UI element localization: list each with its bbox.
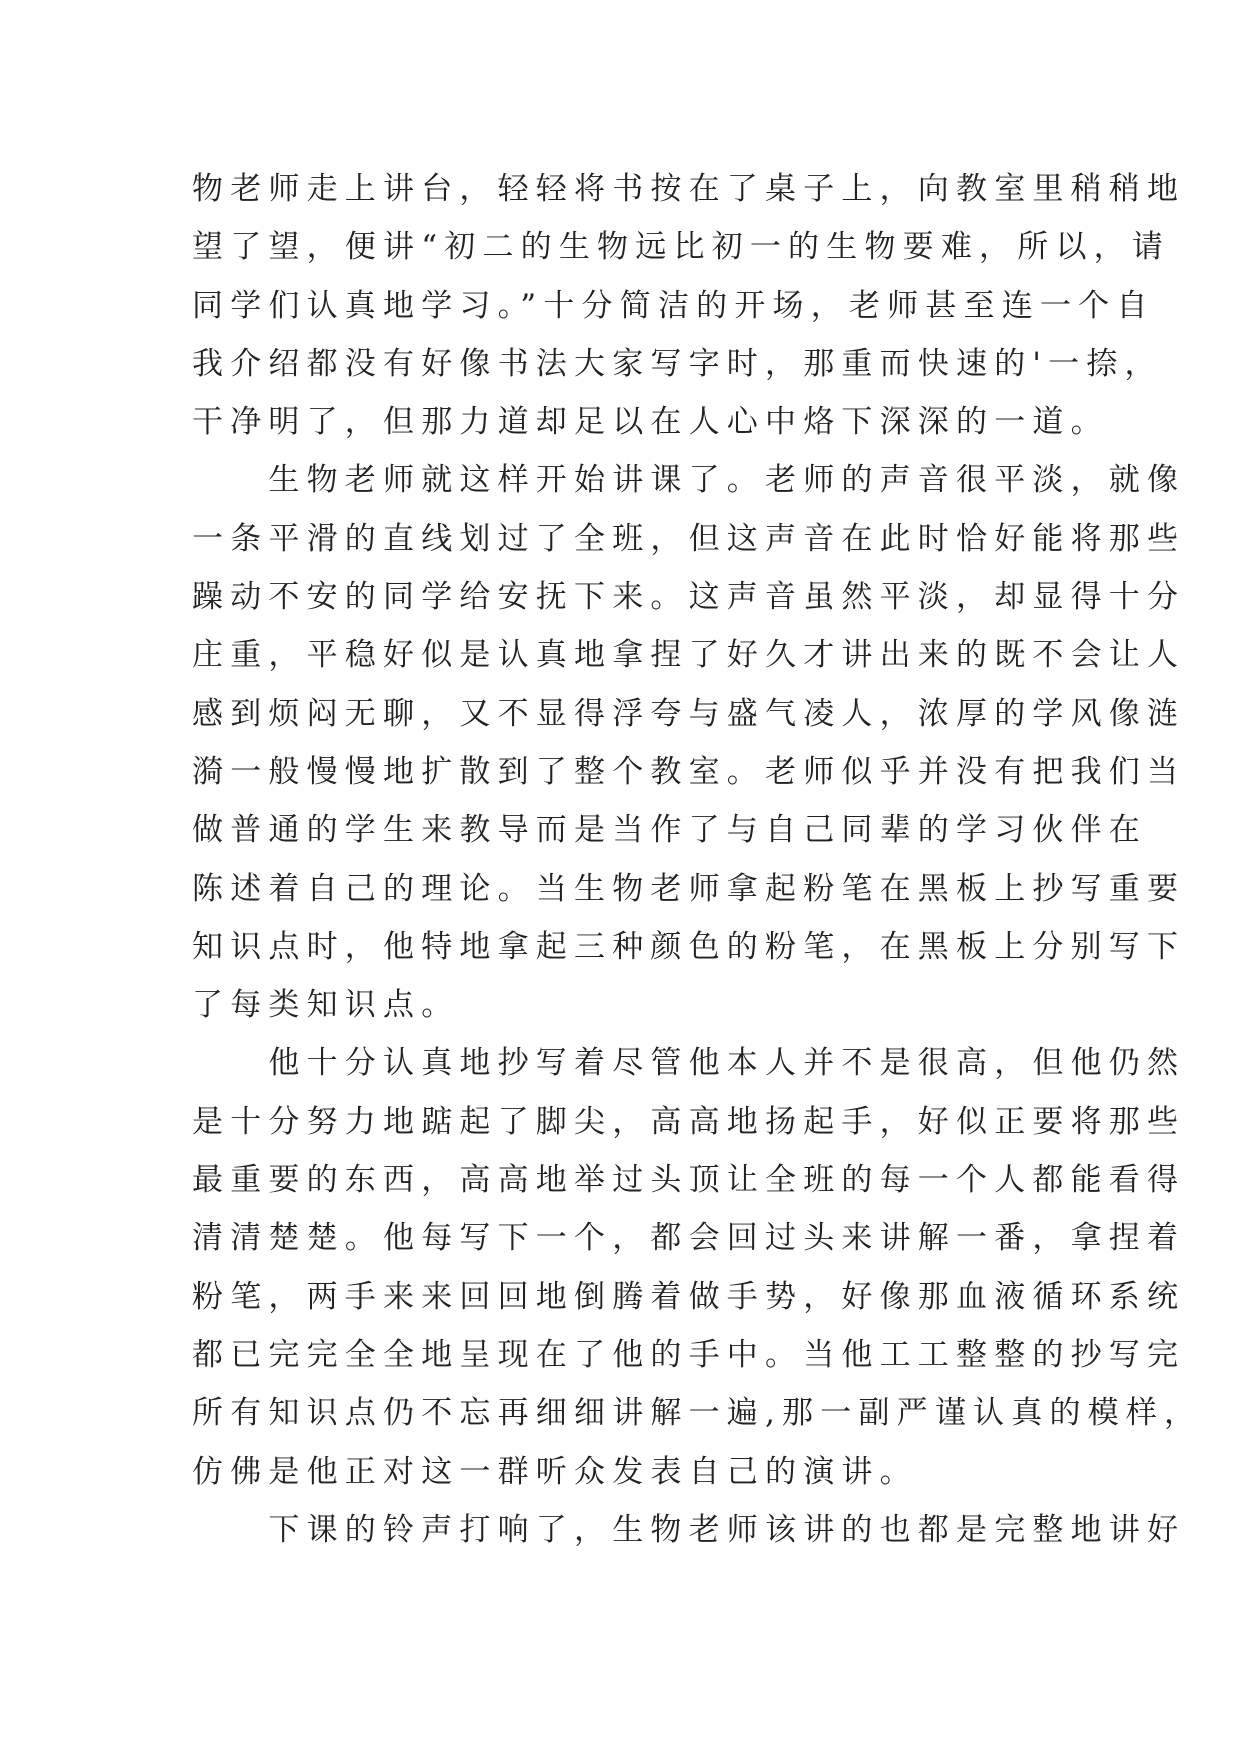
text-line: 清清楚楚。他每写下一个，都会回过头来讲解一番，拿捏着 [192, 1220, 1186, 1257]
text-line: 了每类知识点。 [192, 987, 460, 1024]
text-line: 我介绍都没有好像书法大家写字时，那重而快速的'一捺， [192, 345, 1163, 382]
text-line: 做普通的学生来教导而是当作了与自己同辈的学习伙伴在 [192, 812, 1147, 849]
text-line: 是十分努力地踮起了脚尖，高高地扬起手，好似正要将那些 [192, 1103, 1186, 1140]
text-line: 一条平滑的直线划过了全班，但这声音在此时恰好能将那些 [192, 520, 1186, 557]
text-line: 庄重，平稳好似是认真地拿捏了好久才讲出来的既不会让人 [192, 637, 1186, 674]
text-line: 望了望，便讲“初二的生物远比初一的生物要难，所以，请 [192, 229, 1171, 266]
text-line: 同学们认真地学习。”十分简洁的开场，老师甚至连一个自 [192, 287, 1155, 324]
text-line: 下课的铃声打响了，生物老师该讲的也都是完整地讲好 [192, 1511, 1186, 1548]
text-line: 所有知识点仍不忘再细细讲解一遍,那一副严谨认真的模样， [192, 1395, 1203, 1432]
text-line: 生物老师就这样开始讲课了。老师的声音很平淡，就像 [192, 462, 1186, 499]
body-text [192, 160, 1203, 1559]
text-line: 他十分认真地抄写着尽管他本人并不是很高，但他仍然 [192, 1045, 1186, 1082]
text-line: 最重要的东西，高高地举过头顶让全班的每一个人都能看得 [192, 1162, 1186, 1199]
text-line: 粉笔，两手来来回回地倒腾着做手势，好像那血液循环系统 [192, 1278, 1186, 1315]
text-line: 感到烦闷无聊，又不显得浮夸与盛气凌人，浓厚的学风像涟 [192, 695, 1186, 732]
text-line: 漪一般慢慢地扩散到了整个教室。老师似乎并没有把我们当 [192, 753, 1186, 790]
text-line: 物老师走上讲台，轻轻将书按在了桌子上，向教室里稍稍地 [192, 171, 1186, 207]
text-line: 知识点时，他特地拿起三种颜色的粉笔，在黑板上分别写下 [192, 928, 1186, 965]
text-line: 都已完完全全地呈现在了他的手中。当他工工整整的抄写完 [192, 1336, 1186, 1373]
text-line: 陈述着自己的理论。当生物老师拿起粉笔在黑板上抄写重要 [192, 870, 1186, 907]
text-line: 仿佛是他正对这一群听众发表自己的演讲。 [192, 1453, 918, 1490]
text-line: 干净明了，但那力道却足以在人心中烙下深深的一道。 [192, 404, 1109, 441]
text-line: 躁动不安的同学给安抚下来。这声音虽然平淡，却显得十分 [192, 579, 1186, 616]
